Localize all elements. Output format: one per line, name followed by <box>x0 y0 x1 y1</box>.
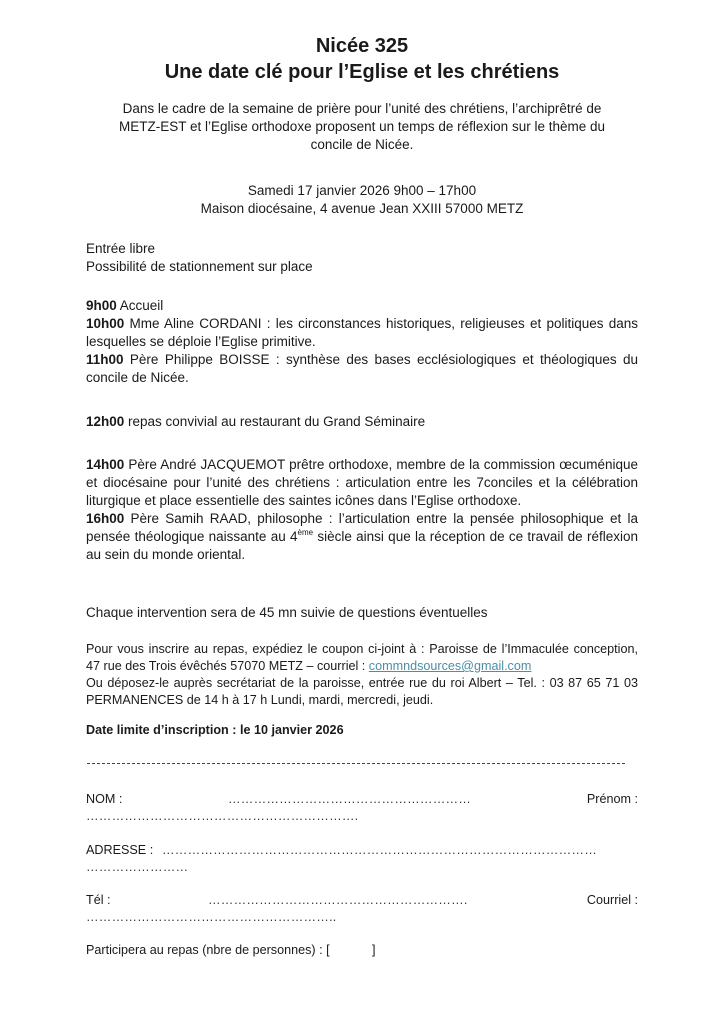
program-time: 14h00 <box>86 457 125 472</box>
program-time: 12h00 <box>86 414 125 429</box>
tel-field[interactable]: ……………………………………………………. <box>208 893 468 907</box>
deadline: Date limite d’inscription : le 10 janvier 2026 <box>86 723 344 737</box>
program-text: Mme Aline CORDANI : les circonstances historiques, religieuses et politiques dans lesquelles se déploie l’Eglise primitive. <box>86 316 638 349</box>
repas-label: Participera au repas (nbre de personnes) : [ <box>86 943 330 957</box>
practical-info <box>86 240 638 276</box>
intro-line: METZ-EST et l’Eglise orthodoxe proposent un temps de réflexion sur le thème du <box>119 119 605 134</box>
registration-paragraph <box>86 641 638 675</box>
program-time: 10h00 <box>86 316 125 331</box>
program-item <box>86 351 638 387</box>
form-row-prenom <box>86 808 638 825</box>
email-link[interactable]: commndsources@gmail.com <box>368 659 532 673</box>
intro-paragraph <box>86 100 638 154</box>
form-row-adresse-2 <box>86 859 638 876</box>
program-text: siècle ainsi que la réception de ce travail de réflexion au sein du monde oriental. <box>86 529 638 562</box>
program-text: Père Samih RAAD, philosophe : l’articulation entre la pensée philosophique et la pensée théologique naissante au 4 <box>86 511 638 544</box>
courriel-field[interactable]: ………………………………………………….. <box>86 910 337 924</box>
event-date: Samedi 17 janvier 2026 9h00 – 17h00 <box>247 183 477 198</box>
intro-line: Dans le cadre de la semaine de prière pour l’unité des chrétiens, l’archiprêtré de <box>122 101 602 116</box>
form-row-nom <box>86 791 638 808</box>
form-row-adresse <box>86 842 638 859</box>
intro-line: concile de Nicée. <box>310 137 414 152</box>
registration-info <box>86 641 638 709</box>
nom-label: NOM : <box>86 792 123 806</box>
title-line-2: Une date clé pour l’Eglise et les chrétiens <box>164 61 560 83</box>
form-row-repas <box>86 942 638 959</box>
program-text: Père Philippe BOISSE : synthèse des bases ecclésiologiques et théologiques du concile de Nicée. <box>86 352 638 385</box>
program-item <box>86 456 638 510</box>
prenom-field[interactable]: ………………………………………………………. <box>86 809 359 823</box>
registration-paragraph: Ou déposez-le auprès secrétariat de la paroisse, entrée rue du roi Albert – Tel. : 03 87 65 71 03 PERMANENCES de 14 h à 17 h Lundi, mardi, mercredi, jeudi. <box>86 676 638 707</box>
event-place: Maison diocésaine, 4 avenue Jean XXIII 57000 METZ <box>200 201 524 216</box>
adresse-field-2[interactable]: …………………… <box>86 860 189 874</box>
program-time: 16h00 <box>86 511 125 526</box>
repas-bracket-close: ] <box>372 943 376 957</box>
program-item <box>86 297 638 315</box>
program-text: repas convivial au restaurant du Grand Séminaire <box>124 414 426 429</box>
program-afternoon <box>86 456 638 564</box>
program-item <box>86 315 638 351</box>
program-item <box>86 510 638 564</box>
superscript: ème <box>297 528 314 537</box>
prenom-label: Prénom : <box>586 792 638 806</box>
nom-field[interactable]: ………………………………………………… <box>228 792 472 806</box>
adresse-field[interactable]: ………………………………………………………………………………………… <box>162 843 597 857</box>
program-morning <box>86 297 638 387</box>
entry-info: Entrée libre <box>86 241 156 256</box>
form-row-courriel <box>86 909 638 926</box>
program-lunch <box>86 413 638 431</box>
program-text: Accueil <box>116 298 164 313</box>
parking-info: Possibilité de stationnement sur place <box>86 259 313 274</box>
cut-line-divider <box>87 763 625 764</box>
adresse-label: ADRESSE : <box>86 843 154 857</box>
duration-note: Chaque intervention sera de 45 mn suivie de questions éventuelles <box>86 605 488 620</box>
program-time: 11h00 <box>86 352 124 367</box>
form-row-tel <box>86 892 638 909</box>
program-text: Père André JACQUEMOT prêtre orthodoxe, membre de la commission œcuménique et diocésaine pour l’unité des chrétiens : articulation entre les 7conciles et la célébration liturgique et place essentielle des saintes icônes dans l’Eglise orthodoxe. <box>86 457 638 508</box>
program-time: 9h00 <box>86 298 117 313</box>
registration-text: Pour vous inscrire au repas, expédiez le coupon ci-joint à : Paroisse de l’Immaculée conception, 47 rue des Trois évêchés 57070 METZ – courriel : <box>86 642 638 673</box>
event-info <box>86 182 638 218</box>
tel-label: Tél : <box>86 893 111 907</box>
courriel-label: Courriel : <box>586 893 638 907</box>
title-line-1: Nicée 325 <box>315 35 409 57</box>
